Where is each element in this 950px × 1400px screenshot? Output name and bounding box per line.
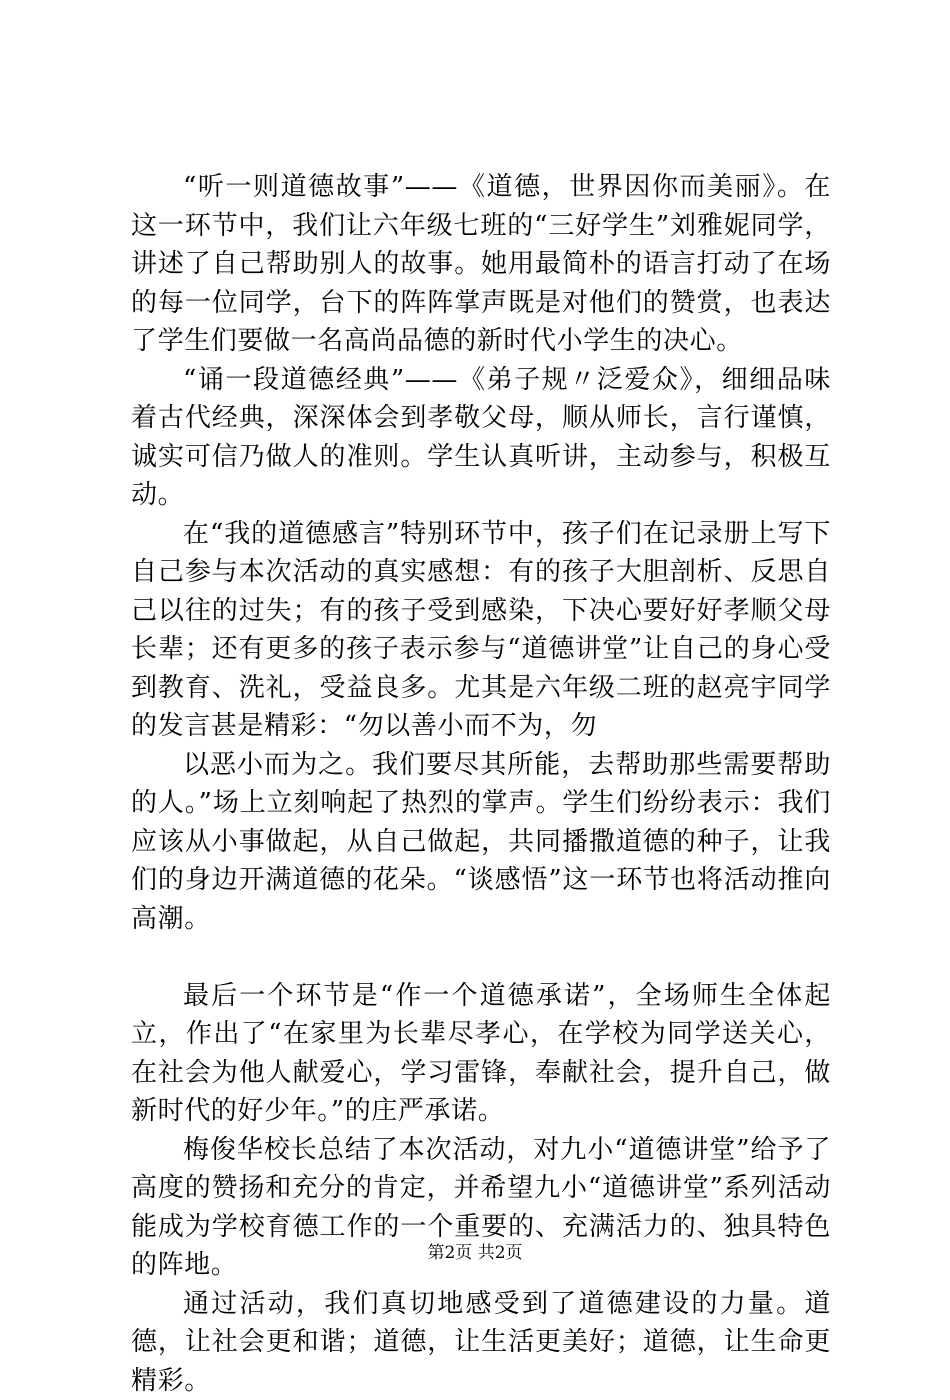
paragraph-pledge: 最后一个环节是“作一个道德承诺”，全场师生全体起立，作出了“在家里为长辈尽孝心，在学校为同学送关心，在社会为他人献爱心，学习雷锋，奉献社会，提升自己，做新时代的好少年。”的庄严承诺。 bbox=[131, 977, 831, 1131]
paragraph-principal-summary: 梅俊华校长总结了本次活动，对九小“道德讲堂”给予了高度的赞扬和充分的肯定，并希望九小“道德讲堂”系列活动能成为学校育德工作的一个重要的、充满活力的、独具特色的阵地。 bbox=[131, 1131, 831, 1285]
paragraph-reflection-continued: 以恶小而为之。我们要尽其所能，去帮助那些需要帮助的人。”场上立刻响起了热烈的掌声。学生们纷纷表示：我们应该从小事做起，从自己做起，共同播撒道德的种子，让我们的身边开满道德的花朵。“谈感悟”这一环节也将活动推向高潮。 bbox=[131, 746, 831, 939]
document-body bbox=[131, 168, 831, 1400]
paragraph-conclusion: 通过活动，我们真切地感受到了道德建设的力量。道德，让社会更和谐；道德，让生活更美好；道德，让生命更精彩。 bbox=[131, 1285, 831, 1400]
paragraph-reflection: 在“我的道德感言”特别环节中，孩子们在记录册上写下自己参与本次活动的真实感想：有的孩子大胆剖析、反思自己以往的过失；有的孩子受到感染，下决心要好好孝顺父母长辈；还有更多的孩子表示参与“道德讲堂”让自己的身心受到教育、洗礼，受益良多。尤其是六年级二班的赵亮宇同学的发言甚是精彩：“勿以善小而不为，勿 bbox=[131, 515, 831, 746]
paragraph-story: “听一则道德故事”——《道德，世界因你而美丽》。在这一环节中，我们让六年级七班的“三好学生”刘雅妮同学，讲述了自己帮助别人的故事。她用最简朴的语言打动了在场的每一位同学，台下的阵阵掌声既是对他们的赞赏，也表达了学生们要做一名高尚品德的新时代小学生的决心。 bbox=[131, 168, 831, 361]
page-footer: 第2页 共2页 bbox=[0, 1243, 950, 1263]
paragraph-classic: “诵一段道德经典”——《弟子规〃泛爱众》，细细品味着古代经典，深深体会到孝敬父母，顺从师长，言行谨慎，诚实可信乃做人的准则。学生认真听讲，主动参与，积极互动。 bbox=[131, 361, 831, 515]
